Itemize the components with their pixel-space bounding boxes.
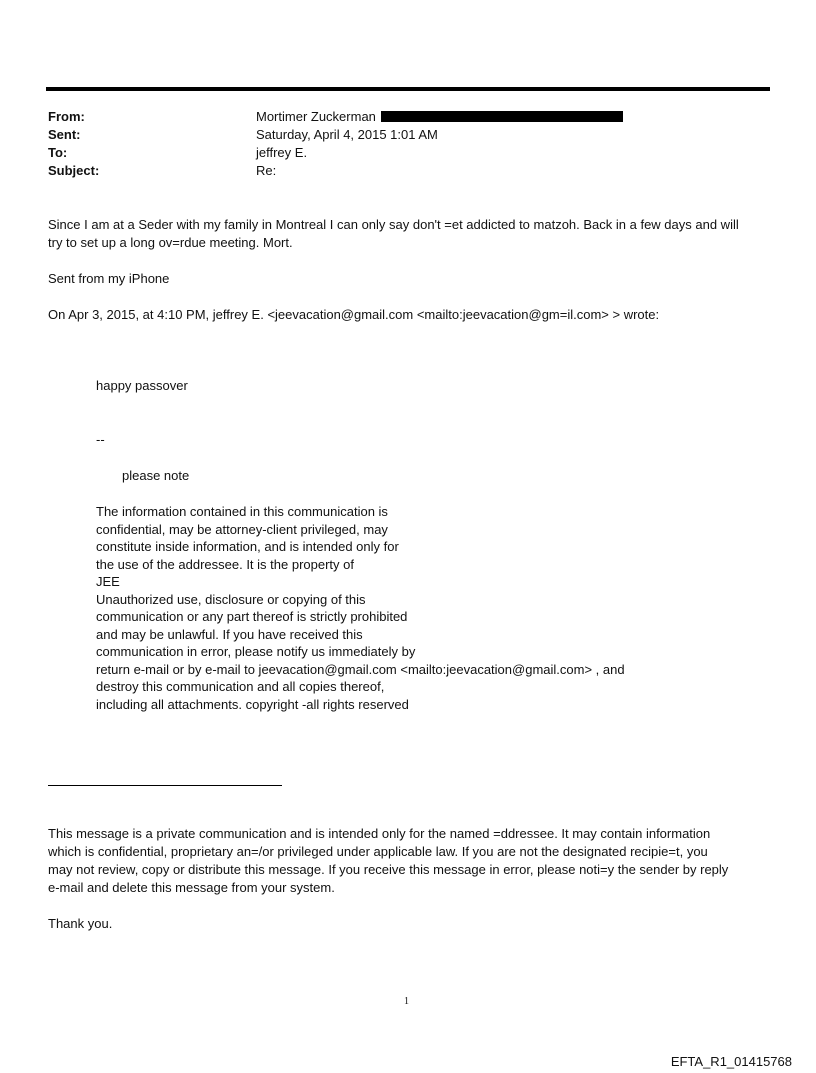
disclaimer-line: return e-mail or by e-mail to jeevacation@gmail.com <mailto:jeevacation@gmail.com> , and bbox=[96, 661, 625, 677]
to-value: jeffrey E. bbox=[256, 145, 308, 160]
notice-line: This message is a private communication and is intended only for the named =ddressee. It may contain information bbox=[48, 826, 711, 841]
message-line: Since I am at a Seder with my family in Montreal I can only say don't =et addicted to matzoh. Back in a few days and will bbox=[48, 217, 739, 232]
from-name: Mortimer Zuckerman bbox=[256, 109, 376, 124]
disclaimer-line: and may be unlawful. If you have received this bbox=[96, 626, 363, 642]
disclaimer-line: communication in error, please notify us immediately by bbox=[96, 644, 416, 659]
bates-number: EFTA_R1_01415768 bbox=[670, 1054, 792, 1069]
disclaimer-block bbox=[96, 503, 625, 713]
from-value bbox=[256, 108, 623, 126]
page-number: 1 bbox=[404, 996, 409, 1007]
to-label: To: bbox=[48, 145, 68, 160]
subject-value: Re: bbox=[256, 163, 277, 178]
quoted-greeting: happy passover bbox=[96, 378, 188, 393]
disclaimer-line: constitute inside information, and is intended only for bbox=[96, 539, 399, 554]
disclaimer-line: the use of the addressee. It is the property of bbox=[96, 556, 354, 572]
disclaimer-line: including all attachments. copyright -all rights reserved bbox=[96, 696, 409, 712]
header-rule bbox=[46, 87, 770, 91]
notice-line: e-mail and delete this message from your system. bbox=[48, 880, 335, 895]
notice-line: may not review, copy or distribute this message. If you receive this message in error, please noti=y the sender by reply bbox=[48, 862, 729, 877]
footer-rule bbox=[48, 785, 282, 786]
sent-value: Saturday, April 4, 2015 1:01 AM bbox=[256, 127, 438, 142]
redaction-bar bbox=[381, 111, 623, 122]
signature-separator: -- bbox=[96, 432, 105, 447]
message-paragraph bbox=[48, 216, 739, 252]
disclaimer-line: Unauthorized use, disclosure or copying of this bbox=[96, 591, 366, 607]
confidentiality-notice bbox=[48, 825, 728, 897]
sent-from-line: Sent from my iPhone bbox=[48, 271, 170, 286]
disclaimer-line: destroy this communication and all copies thereof, bbox=[96, 679, 385, 694]
notice-line: which is confidential, proprietary an=/or privileged under applicable law. If you are not the designated recipie=t, you bbox=[48, 844, 708, 859]
disclaimer-line: confidential, may be attorney-client privileged, may bbox=[96, 521, 388, 537]
thank-you: Thank you. bbox=[48, 916, 113, 931]
subject-label: Subject: bbox=[48, 163, 100, 178]
message-line: try to set up a long ov=rdue meeting. Mort. bbox=[48, 235, 293, 250]
disclaimer-line: communication or any part thereof is strictly prohibited bbox=[96, 609, 408, 624]
sent-label: Sent: bbox=[48, 127, 81, 142]
disclaimer-line: JEE bbox=[96, 574, 120, 589]
disclaimer-line: The information contained in this communication is bbox=[96, 504, 388, 519]
from-label: From: bbox=[48, 109, 85, 124]
please-note: please note bbox=[122, 468, 190, 483]
quote-intro: On Apr 3, 2015, at 4:10 PM, jeffrey E. <jeevacation@gmail.com <mailto:jeevacation@gm=il.com> > wrote: bbox=[48, 307, 660, 322]
